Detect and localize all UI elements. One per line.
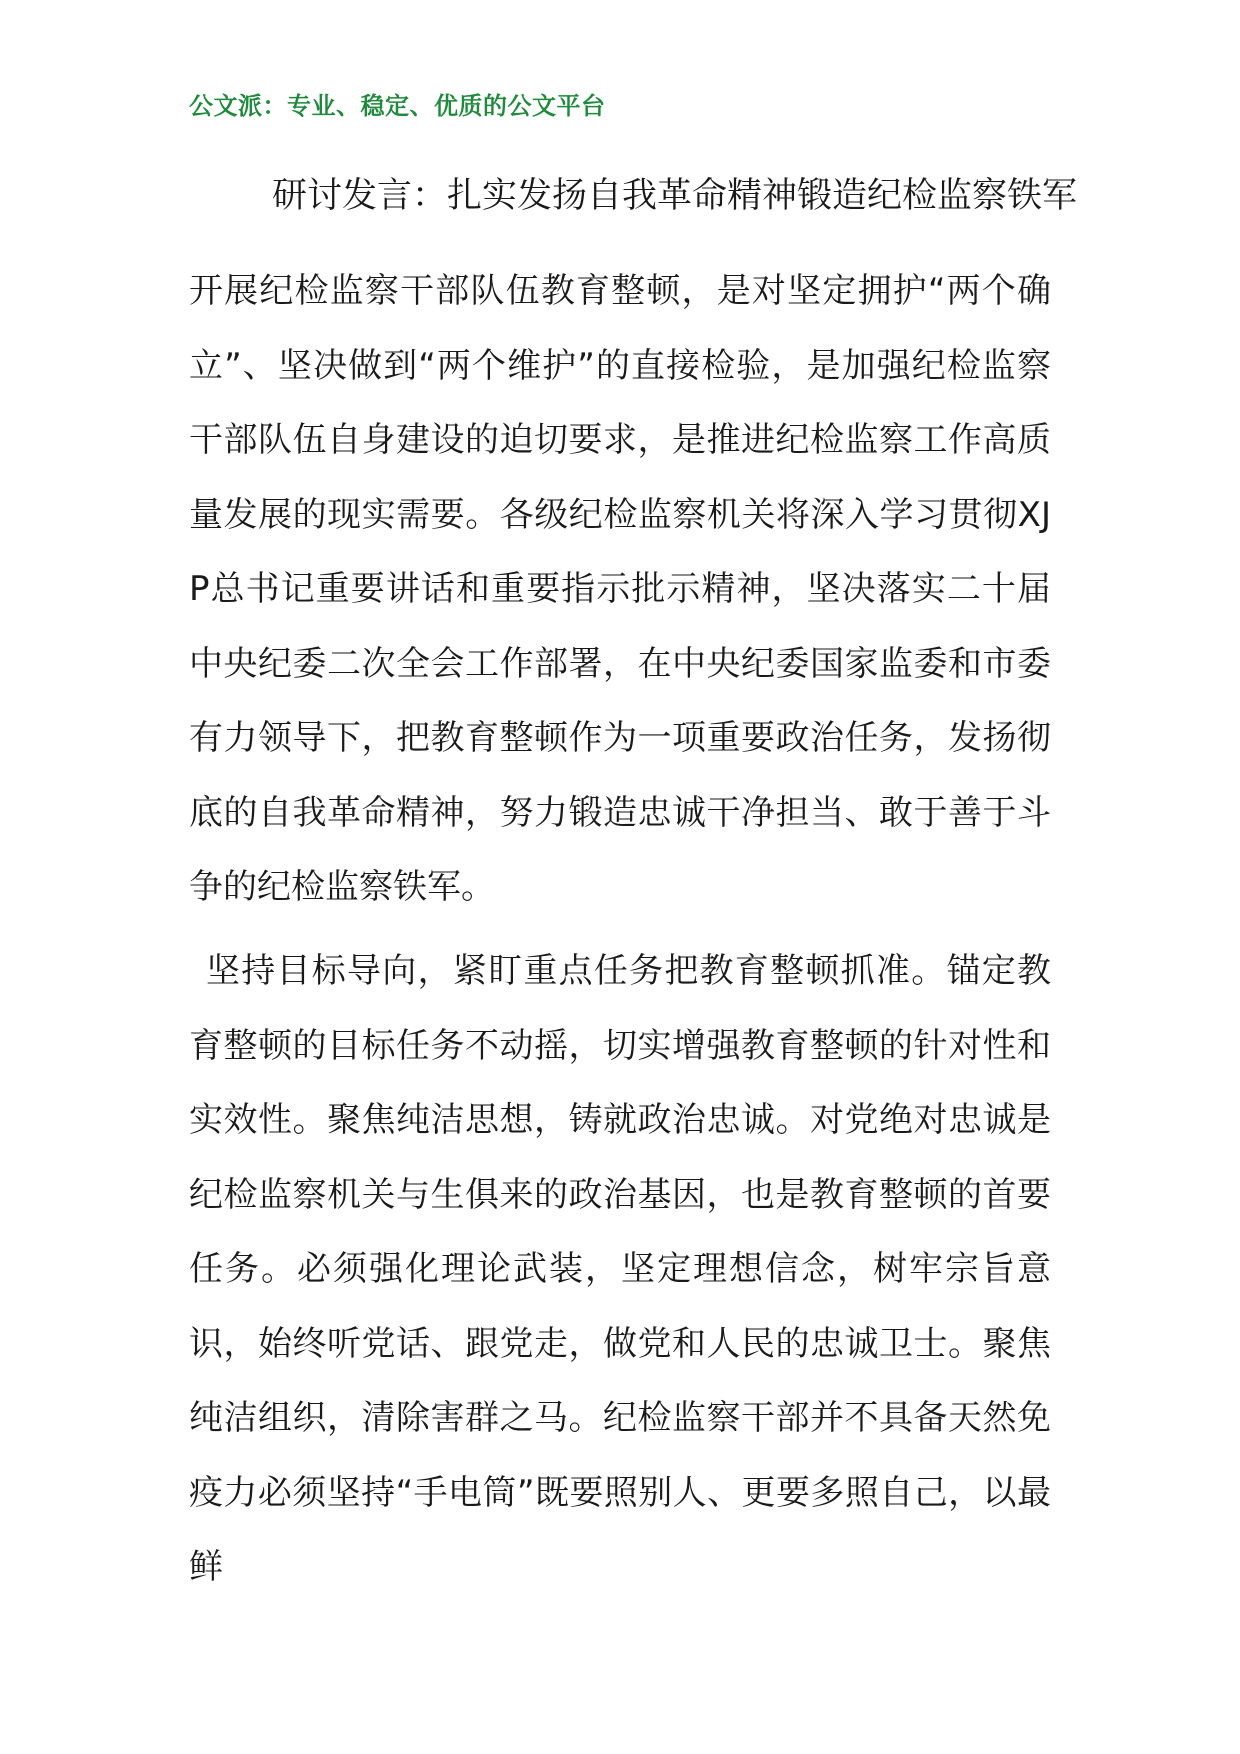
document-title: 研讨发言：扎实发扬自我革命精神锻造纪检监察铁军 (272, 176, 1078, 216)
paragraph-intro: 开展纪检监察干部队伍教育整顿，是对坚定拥护“两个确立”、坚决做到“两个维护”的直接检验，是加强纪检监察干部队伍自身建设的迫切要求，是推进纪检监察工作高质量发展的现实需要。各级纪检监察机关将深入学习贯彻XJP总书记重要讲话和重要指示批示精神，坚决落实二十届中央纪委二次全会工作部署，在中央纪委国家监委和市委有力领导下，把教育整顿作为一项重要政治任务，发扬彻底的自我革命精神，努力锻造忠诚干净担当、敢于善于斗争的纪检监察铁军。 (189, 271, 1051, 907)
site-banner: 公文派：专业、稳定、优质的公文平台 (189, 92, 606, 120)
paragraph-goal-orientation: 坚持目标导向，紧盯重点任务把教育整顿抓准。锚定教育整顿的目标任务不动摇，切实增强教育整顿的针对性和实效性。聚焦纯洁思想，铸就政治忠诚。对党绝对忠诚是纪检监察机关与生俱来的政治基因，也是教育整顿的首要任务。必须强化理论武装，坚定理想信念，树牢宗旨意识，始终听党话、跟党走，做党和人民的忠诚卫士。聚焦纯洁组织，清除害群之马。纪检监察干部并不具备天然免疫力必须坚持“手电筒”既要照别人、更要多照自己，以最鲜 (189, 951, 1051, 1587)
